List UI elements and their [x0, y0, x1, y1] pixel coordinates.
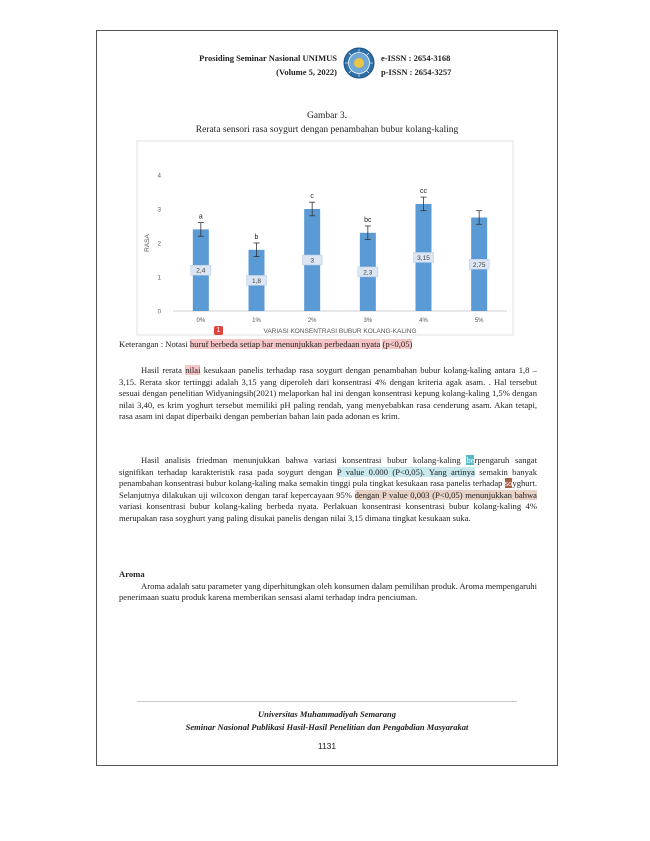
- significance-letter: b: [254, 234, 259, 241]
- page-number: 1131: [317, 741, 337, 751]
- footer-seminar: Seminar Nasional Publikasi Hasil-Hasil Penelitian dan Pengabdian Masyarakat: [185, 722, 469, 732]
- aroma-heading: Aroma: [119, 569, 145, 579]
- paragraph1-text-a: Hasil rerata: [141, 365, 186, 375]
- keterangan-note: [119, 339, 537, 351]
- figure-caption: Rerata sensori rasa soygurt dengan penambahan bubur kolang-kaling: [195, 125, 459, 135]
- p-issn: p-ISSN : 2654-3257: [381, 67, 452, 77]
- y-tick-label: 0: [157, 309, 161, 316]
- y-axis-label: RASA: [144, 234, 151, 252]
- issn-info: [381, 51, 521, 79]
- unimus-logo-icon: [343, 47, 375, 79]
- x-axis-label: VARIASI KONSENTRASI BUBUR KOLANG-KALING: [263, 328, 417, 335]
- proceedings-name: Prosiding Seminar Nasional UNIMUS: [199, 53, 337, 63]
- paragraph2-highlight-be[interactable]: be: [466, 455, 475, 465]
- x-tick-label: 4%: [419, 318, 428, 324]
- paragraph2-text-e: semakin banyak penambahan konsentrasi bubur kolang-kaling maka semakin tinggi pula tingkat kesukaan rasa panelis terhadap: [119, 466, 537, 489]
- paragraph-friedman: [119, 455, 537, 525]
- y-tick-label: 1: [157, 275, 161, 282]
- y-tick-label: 4: [157, 173, 161, 180]
- keterangan-suffix: (p<0,05): [382, 339, 413, 349]
- y-tick-label: 2: [157, 241, 161, 248]
- paragraph1-text-c: kesukaan panelis terhadap rasa soygurt dengan penambahan bubur kolang-kaling antara 1,8 – 3,15. Rerata skor tertinggi adalah 3,15 yang diperoleh dari konsentrasi 4% dengan kriteria agak asam. . Hal tersebut sesuai dengan penelitian Widyaningsih(2021) melaporkan hal ini dengan konsentrasi kepung kolang-kaling 1,5% dengan nilai 3,40, es krim yoghurt tersebut memiliki pH paling rendah, yang menyebabkan rasa cenderung asam. Akan tetapi, rasa asam ini dapat diperbaiki dengan pemberian bahan lain pada adonan es krim.: [119, 365, 537, 422]
- paragraph2-highlight-wilcoxon[interactable]: dengan P value 0,003 (P<0,05) menunjukkan bahwa: [354, 489, 537, 500]
- data-label: 1,8: [251, 277, 262, 285]
- paragraph2-highlight-pvalue[interactable]: P value 0.000 (P<0,05). Yang artinya: [336, 466, 475, 477]
- figure-label: Gambar 3.: [306, 111, 348, 121]
- paragraph2-text-a: Hasil analisis friedman menunjukkan bahwa variasi konsentrasi bubur kolang-kaling: [141, 455, 467, 465]
- page-header: [97, 45, 557, 85]
- proceedings-title: [167, 51, 337, 79]
- significance-letter: a: [198, 213, 203, 221]
- comment-badge[interactable]: 1: [214, 326, 223, 335]
- paragraph2-text-g: yghurt. Selanjutnya dilakukan uji wilcoxon dengan taraf kepercayaan 95%: [119, 478, 537, 500]
- x-tick-label: 3%: [363, 318, 373, 324]
- x-tick-label: 0%: [196, 318, 206, 324]
- paragraph-rasa: [119, 365, 537, 423]
- paragraph2-text-c: rpengaruh sangat signifikan terhadap karakteristik rasa pada soygurt dengan: [119, 455, 537, 477]
- document-page: [96, 30, 558, 766]
- x-tick-label: 1%: [252, 318, 261, 324]
- keterangan-prefix: Keterangan : Notasi: [119, 339, 190, 349]
- x-tick-label: 2%: [307, 318, 317, 324]
- keterangan-highlight[interactable]: huruf berbeda setiap bar menunjukkan perbedaan nyata: [189, 339, 381, 349]
- footer-rule: [137, 701, 517, 702]
- aroma-section: [119, 569, 537, 604]
- aroma-text: Aroma adalah satu parameter yang diperhitungkan oleh konsumen dalam pemilihan produk. Aroma mempengaruhi penerimaan suatu produk karena memberikan sensasi alami terhadap indra penciuman.: [119, 580, 537, 603]
- data-label: 3,15: [417, 254, 430, 262]
- data-label: 2,4: [196, 267, 206, 275]
- data-label: 2,75: [472, 261, 486, 269]
- footer-university: Universitas Muhammadiyah Semarang: [258, 709, 396, 719]
- significance-letter: cc: [420, 188, 427, 196]
- proceedings-volume: (Volume 5, 2022): [276, 67, 337, 77]
- bar-chart: [135, 139, 515, 337]
- paragraph1-highlight[interactable]: nilai: [185, 365, 201, 375]
- data-label: 2,3: [363, 269, 373, 277]
- paragraph2-highlight-so[interactable]: so: [504, 478, 513, 489]
- y-tick-label: 3: [157, 207, 161, 214]
- data-label: 3: [310, 257, 314, 265]
- x-tick-label: 5%: [474, 318, 484, 324]
- significance-letter: bc: [364, 217, 372, 224]
- significance-letter: c: [310, 193, 314, 201]
- e-issn: e-ISSN : 2654-3168: [381, 53, 451, 63]
- paragraph2-text-i: variasi konsentrasi bubur kolang-kaling berbeda nyata. Perlakuan konsentrasi konsentrasi bubur kolang-kaling 4% merupakan rasa soyghurt yang paling disukai panelis dengan nilai 3,15 dimana tingkat kesukaan suka.: [119, 501, 537, 523]
